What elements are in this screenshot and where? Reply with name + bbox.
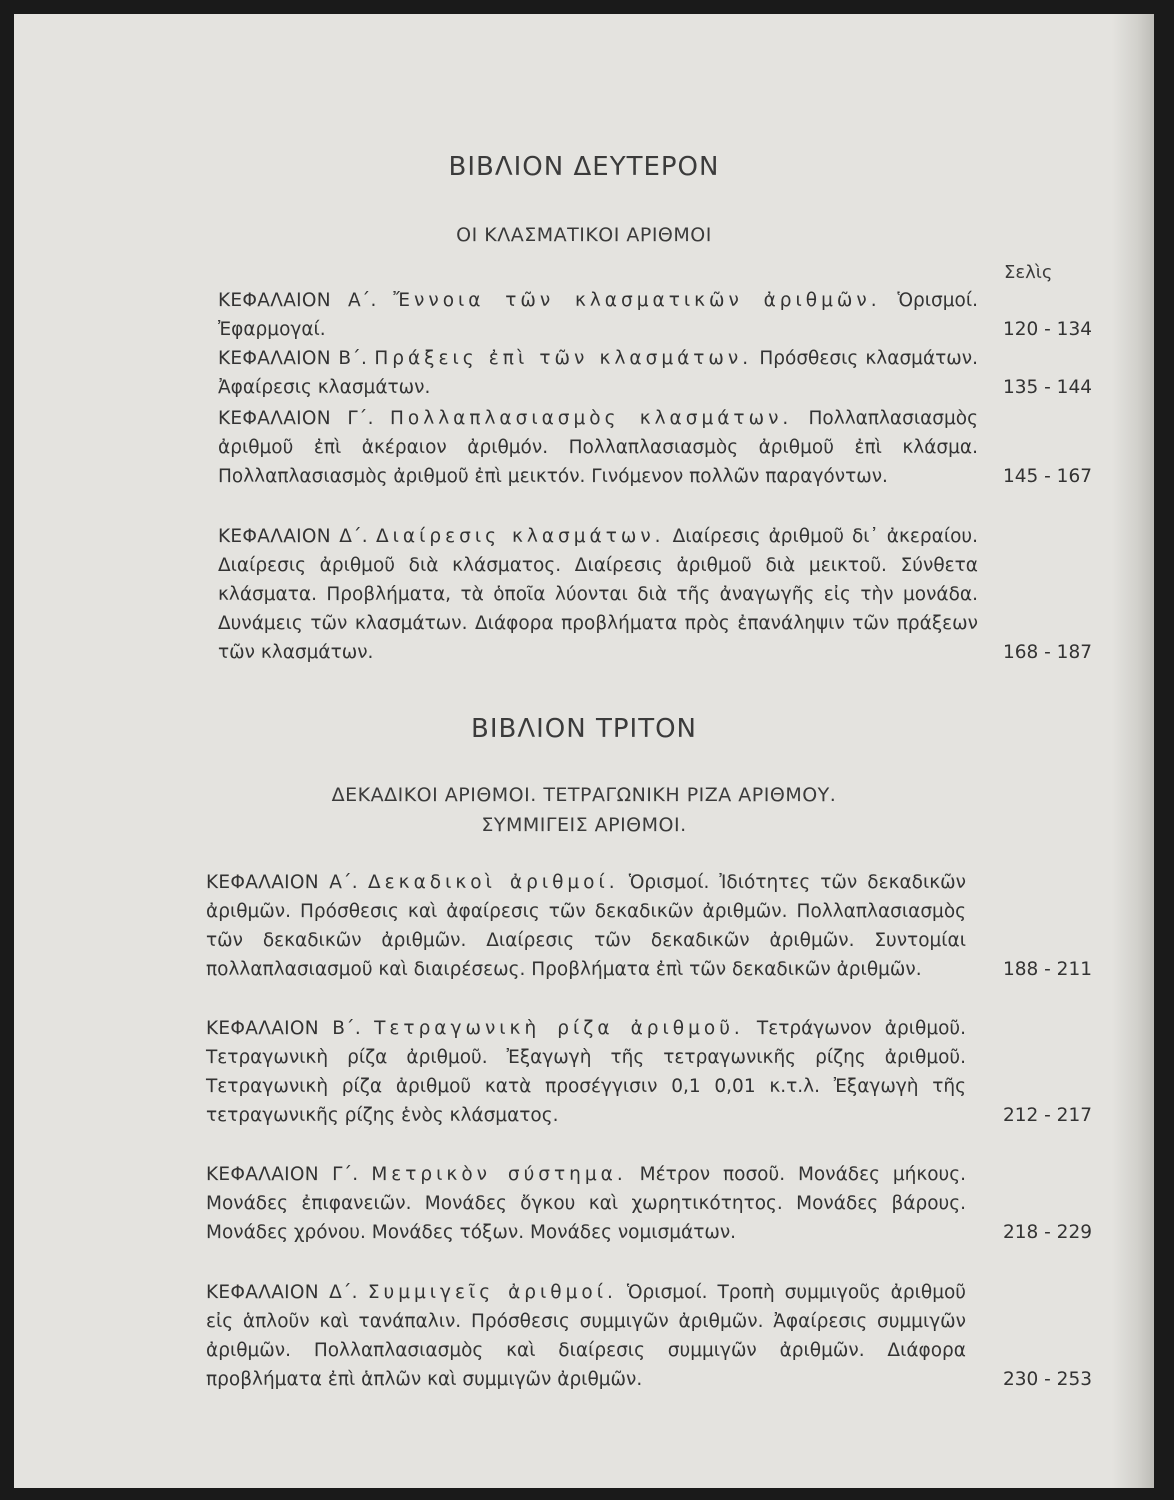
chapter-text [206,1278,966,1394]
book2-section-title: ΟΙ ΚΛΑΣΜΑΤΙΚΟΙ ΑΡΙΘΜΟΙ [456,224,712,246]
book3-chapter-d [206,1278,1092,1394]
chapter-label: ΚΕΦΑΛΑΙΟΝ Δ΄. [218,526,368,547]
chapter-text [218,344,978,402]
chapter-pages: 120 - 134 [1002,319,1092,340]
chapter-label: ΚΕΦΑΛΑΙΟΝ Β΄. [218,348,368,369]
book-page [14,14,1154,1488]
chapter-description: Μέτρον ποσοῦ. Μονάδες μήκους. Μονάδες ἐπιφανειῶν. Μονάδες ὄγκου καὶ χωρητικότητος. Μονάδες βάρους. Μονάδες χρόνου. Μονάδες τόξων. Μονάδες νομισμάτων. [206,1164,966,1243]
chapter-text [218,522,978,667]
chapter-label: ΚΕΦΑΛΑΙΟΝ Α΄. [206,872,358,893]
chapter-description: Τετράγωνον ἀριθμοῦ. Τετραγωνικὴ ρίζα ἀριθμοῦ. Ἐξαγωγὴ τῆς τετραγωνικῆς ρίζης ἀριθμοῦ. Τετραγωνικὴ ρίζα ἀριθμοῦ κατὰ προσέγγισιν 0,1 0,01 κ.τ.λ. Ἐξαγωγὴ τῆς τετραγωνικῆς ρίζης ἑνὸς κλάσματος. [206,1018,966,1126]
book3-chapter-a [206,868,1092,984]
book3-section-title-line1: ΔΕΚΑΔΙΚΟΙ ΑΡΙΘΜΟΙ. ΤΕΤΡΑΓΩΝΙΚΗ ΡΙΖΑ ΑΡΙΘΜΟΥ. [331,784,837,806]
chapter-label: ΚΕΦΑΛΑΙΟΝ Α΄. [218,290,377,311]
chapter-description: Πρόσθεσις κλασμάτων. Ἀφαίρεσις κλασμάτων. [218,348,978,398]
book2-title: ΒΙΒΛΙΟΝ ΔΕΥΤΕΡΟΝ [448,152,720,182]
chapter-text [206,1160,966,1247]
book2-chapter-a [218,286,1092,344]
book3-title: ΒΙΒΛΙΟΝ ΤΡΙΤΟΝ [471,714,697,744]
chapter-pages: 188 - 211 [1002,959,1092,980]
chapter-pages: 230 - 253 [1002,1369,1092,1390]
chapter-pages: 218 - 229 [1002,1222,1092,1243]
chapter-text [218,404,978,491]
pages-column-header: Σελὶς [1004,262,1053,283]
chapter-subject: Δεκαδικοὶ ἀριθμοί. [368,872,619,893]
chapter-pages: 135 - 144 [1002,377,1092,398]
chapter-text [218,286,978,344]
book3-chapter-c [206,1160,1092,1247]
chapter-subject: Συμμιγεῖς ἀριθμοί. [367,1282,617,1303]
chapter-text [206,1014,966,1130]
chapter-label: ΚΕΦΑΛΑΙΟΝ Γ΄. [218,408,374,429]
book2-chapter-c [218,404,1092,491]
chapter-subject: Πράξεις ἐπὶ τῶν κλασμάτων. [374,348,753,369]
book2-chapter-d [218,522,1092,667]
chapter-label: ΚΕΦΑΛΑΙΟΝ Γ΄. [206,1164,359,1185]
chapter-description: Ὁρισμοί. Τροπὴ συμμιγοῦς ἀριθμοῦ εἰς ἁπλοῦν καὶ τανάπαλιν. Πρόσθεσις συμμιγῶν ἀριθμῶν. Ἀφαίρεσις συμμιγῶν ἀριθμῶν. Πολλαπλασιασμὸς καὶ διαίρεσις συμμιγῶν ἀριθμῶν. Διάφορα προβλήματα ἐπὶ ἁπλῶν καὶ συμμιγῶν ἀριθμῶν. [206,1282,966,1390]
chapter-subject: Μετρικὸν σύστημα. [371,1164,627,1185]
chapter-subject: Ἔννοια τῶν κλασματικῶν ἀριθμῶν. [393,290,881,311]
chapter-description: Διαίρεσις ἀριθμοῦ δι᾽ ἀκεραίου. Διαίρεσις ἀριθμοῦ διὰ κλάσματος. Διαίρεσις ἀριθμοῦ διὰ μεικτοῦ. Σύνθετα κλάσματα. Προβλήματα, τὰ ὁποῖα λύονται διὰ τῆς ἀναγωγῆς εἰς τὴν μονάδα. Δυνάμεις τῶν κλασμάτων. Διάφορα προβλήματα πρὸς ἐπανάληψιν τῶν πράξεων τῶν κλασμάτων. [218,526,979,663]
book3-chapter-b [206,1014,1092,1130]
book3-section-title-line2: ΣΥΜΜΙΓΕΙΣ ΑΡΙΘΜΟΙ. [481,814,687,836]
chapter-description: Ὁρισμοί. Ἐφαρμογαί. [218,290,978,340]
chapter-label: ΚΕΦΑΛΑΙΟΝ Δ΄. [206,1282,358,1303]
chapter-pages: 212 - 217 [1002,1105,1092,1126]
chapter-subject: Πολλαπλασιασμὸς κλασμάτων. [390,408,793,429]
book2-chapter-b [218,344,1092,402]
chapter-pages: 145 - 167 [1002,466,1092,487]
chapter-subject: Τετραγωνικὴ ρίζα ἀριθμοῦ. [374,1018,744,1039]
chapter-pages: 168 - 187 [1002,642,1092,663]
chapter-text [206,868,966,984]
chapter-label: ΚΕΦΑΛΑΙΟΝ Β΄. [206,1018,362,1039]
chapter-subject: Διαίρεσις κλασμάτων. [375,526,665,547]
chapter-description: Πολλαπλασιασμὸς ἀριθμοῦ ἐπὶ ἀκέραιον ἀριθμόν. Πολλαπλασιασμὸς ἀριθμοῦ ἐπὶ κλάσμα. Πολλαπλασιασμὸς ἀριθμοῦ ἐπὶ μεικτόν. Γινόμενον πολλῶν παραγόντων. [218,408,978,487]
chapter-description: Ὁρισμοί. Ἰδιότητες τῶν δεκαδικῶν ἀριθμῶν. Πρόσθεσις καὶ ἀφαίρεσις τῶν δεκαδικῶν ἀριθμῶν. Πολλαπλασιασμὸς τῶν δεκαδικῶν ἀριθμῶν. Διαίρεσις τῶν δεκαδικῶν ἀριθμῶν. Συντομίαι πολλαπλασιασμοῦ καὶ διαιρέσεως. Προβλήματα ἐπὶ τῶν δεκαδικῶν ἀριθμῶν. [206,872,966,980]
